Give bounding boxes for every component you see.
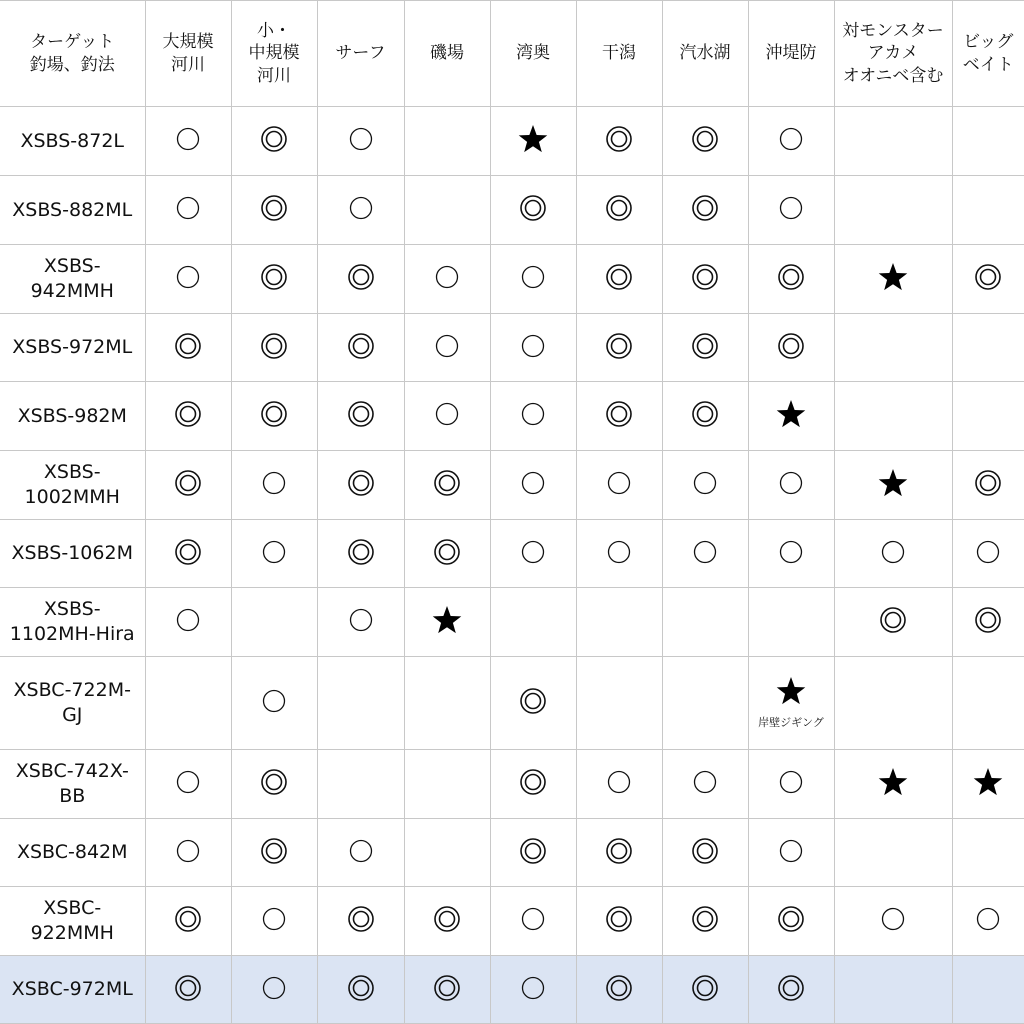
good-circle-icon bbox=[259, 468, 289, 498]
excellent-double-circle-icon bbox=[173, 537, 203, 567]
excellent-double-circle-icon bbox=[346, 399, 376, 429]
rating-cell bbox=[490, 520, 576, 588]
header-column-2: 小・ 中規模 河川 bbox=[231, 1, 317, 107]
excellent-double-circle-icon bbox=[259, 836, 289, 866]
good-circle-icon bbox=[518, 537, 548, 567]
rating-cell bbox=[231, 750, 317, 819]
rating-cell bbox=[317, 382, 404, 451]
excellent-double-circle-icon bbox=[690, 193, 720, 223]
good-circle-icon bbox=[776, 124, 806, 154]
excellent-double-circle-icon bbox=[776, 973, 806, 1003]
good-circle-icon bbox=[518, 262, 548, 292]
model-name: XSBS- 1002MMH bbox=[0, 451, 145, 520]
excellent-double-circle-icon bbox=[604, 973, 634, 1003]
best-star-icon bbox=[776, 676, 806, 706]
rating-cell bbox=[748, 451, 834, 520]
rating-cell bbox=[576, 245, 662, 314]
rating-cell bbox=[404, 107, 490, 176]
excellent-double-circle-icon bbox=[518, 686, 548, 716]
good-circle-icon bbox=[518, 331, 548, 361]
excellent-double-circle-icon bbox=[432, 468, 462, 498]
rating-cell bbox=[662, 245, 748, 314]
good-circle-icon bbox=[776, 537, 806, 567]
good-circle-icon bbox=[432, 262, 462, 292]
rating-cell bbox=[662, 176, 748, 245]
excellent-double-circle-icon bbox=[604, 836, 634, 866]
good-circle-icon bbox=[346, 193, 376, 223]
rating-cell bbox=[952, 520, 1024, 588]
excellent-double-circle-icon bbox=[173, 904, 203, 934]
good-circle-icon bbox=[259, 686, 289, 716]
excellent-double-circle-icon bbox=[259, 399, 289, 429]
rating-cell bbox=[834, 750, 952, 819]
rating-cell bbox=[490, 245, 576, 314]
good-circle-icon bbox=[518, 399, 548, 429]
rating-cell bbox=[576, 819, 662, 887]
excellent-double-circle-icon bbox=[346, 331, 376, 361]
good-circle-icon bbox=[973, 537, 1003, 567]
good-circle-icon bbox=[690, 468, 720, 498]
rating-cell bbox=[748, 819, 834, 887]
model-name: XSBC-722M- GJ bbox=[0, 657, 145, 750]
rating-cell bbox=[145, 451, 231, 520]
rating-cell bbox=[576, 657, 662, 750]
rating-cell bbox=[490, 956, 576, 1024]
good-circle-icon bbox=[518, 904, 548, 934]
good-circle-icon bbox=[690, 767, 720, 797]
rating-cell bbox=[404, 245, 490, 314]
rating-cell bbox=[145, 176, 231, 245]
excellent-double-circle-icon bbox=[259, 262, 289, 292]
rating-cell bbox=[834, 588, 952, 657]
good-circle-icon bbox=[173, 605, 203, 635]
excellent-double-circle-icon bbox=[690, 904, 720, 934]
rating-cell bbox=[662, 382, 748, 451]
excellent-double-circle-icon bbox=[518, 193, 548, 223]
rating-cell bbox=[662, 819, 748, 887]
rating-cell bbox=[952, 107, 1024, 176]
table-row bbox=[0, 245, 1024, 314]
rating-cell bbox=[748, 245, 834, 314]
rating-cell bbox=[231, 382, 317, 451]
excellent-double-circle-icon bbox=[878, 605, 908, 635]
rating-cell bbox=[576, 314, 662, 382]
rating-cell bbox=[404, 887, 490, 956]
rating-cell bbox=[490, 657, 576, 750]
rating-cell bbox=[576, 382, 662, 451]
excellent-double-circle-icon bbox=[346, 904, 376, 934]
rating-cell bbox=[834, 382, 952, 451]
model-name: XSBS-1062M bbox=[0, 520, 145, 588]
model-name: XSBC-742X- BB bbox=[0, 750, 145, 819]
header-column-3: サーフ bbox=[317, 1, 404, 107]
header-column-6: 干潟 bbox=[576, 1, 662, 107]
rating-cell bbox=[748, 588, 834, 657]
excellent-double-circle-icon bbox=[259, 767, 289, 797]
rating-cell bbox=[834, 107, 952, 176]
rating-cell bbox=[952, 451, 1024, 520]
rating-cell bbox=[662, 451, 748, 520]
rating-cell bbox=[576, 451, 662, 520]
excellent-double-circle-icon bbox=[518, 767, 548, 797]
good-circle-icon bbox=[346, 836, 376, 866]
excellent-double-circle-icon bbox=[432, 904, 462, 934]
rating-cell bbox=[404, 657, 490, 750]
model-name: XSBS-872L bbox=[0, 107, 145, 176]
rating-cell bbox=[952, 245, 1024, 314]
rating-cell bbox=[317, 887, 404, 956]
rating-cell bbox=[662, 956, 748, 1024]
excellent-double-circle-icon bbox=[432, 973, 462, 1003]
rating-cell bbox=[576, 588, 662, 657]
header-target-label: ターゲット 釣場、釣法 bbox=[0, 1, 145, 107]
excellent-double-circle-icon bbox=[690, 973, 720, 1003]
rating-cell bbox=[231, 451, 317, 520]
rating-cell bbox=[145, 107, 231, 176]
rating-cell bbox=[317, 314, 404, 382]
table-row bbox=[0, 382, 1024, 451]
rating-cell bbox=[834, 819, 952, 887]
model-name: XSBC-972ML bbox=[0, 956, 145, 1024]
rating-cell bbox=[662, 520, 748, 588]
header-column-1: 大規模 河川 bbox=[145, 1, 231, 107]
excellent-double-circle-icon bbox=[259, 193, 289, 223]
rating-cell bbox=[231, 956, 317, 1024]
rating-cell bbox=[317, 245, 404, 314]
rating-cell bbox=[662, 314, 748, 382]
header-column-10: ビッグ ベイト bbox=[952, 1, 1024, 107]
rating-cell bbox=[404, 176, 490, 245]
rating-cell bbox=[231, 245, 317, 314]
rating-cell bbox=[404, 314, 490, 382]
rating-cell bbox=[404, 956, 490, 1024]
rating-cell bbox=[490, 588, 576, 657]
rating-cell bbox=[748, 887, 834, 956]
rating-cell bbox=[952, 750, 1024, 819]
rating-cell bbox=[317, 588, 404, 657]
table-row bbox=[0, 887, 1024, 956]
rating-cell bbox=[576, 887, 662, 956]
excellent-double-circle-icon bbox=[173, 331, 203, 361]
rating-cell bbox=[952, 176, 1024, 245]
good-circle-icon bbox=[259, 904, 289, 934]
rating-cell bbox=[490, 176, 576, 245]
excellent-double-circle-icon bbox=[604, 904, 634, 934]
good-circle-icon bbox=[518, 468, 548, 498]
rating-cell bbox=[952, 314, 1024, 382]
good-circle-icon bbox=[173, 124, 203, 154]
good-circle-icon bbox=[604, 767, 634, 797]
rating-cell bbox=[952, 819, 1024, 887]
rating-cell bbox=[748, 382, 834, 451]
rating-cell bbox=[317, 750, 404, 819]
rating-cell bbox=[576, 107, 662, 176]
rating-cell bbox=[317, 657, 404, 750]
rating-cell bbox=[317, 520, 404, 588]
rating-cell bbox=[834, 245, 952, 314]
header-column-8: 沖堤防 bbox=[748, 1, 834, 107]
excellent-double-circle-icon bbox=[432, 537, 462, 567]
rating-cell bbox=[952, 956, 1024, 1024]
rating-cell bbox=[490, 451, 576, 520]
good-circle-icon bbox=[173, 836, 203, 866]
table-row bbox=[0, 451, 1024, 520]
model-name: XSBC-842M bbox=[0, 819, 145, 887]
excellent-double-circle-icon bbox=[518, 836, 548, 866]
rating-cell bbox=[576, 956, 662, 1024]
excellent-double-circle-icon bbox=[604, 331, 634, 361]
rating-cell bbox=[145, 245, 231, 314]
rating-cell bbox=[748, 750, 834, 819]
rating-cell bbox=[834, 887, 952, 956]
rating-cell bbox=[490, 819, 576, 887]
good-circle-icon bbox=[878, 537, 908, 567]
table-body bbox=[0, 107, 1024, 1024]
rating-cell bbox=[317, 956, 404, 1024]
good-circle-icon bbox=[432, 399, 462, 429]
table-row bbox=[0, 657, 1024, 750]
rating-cell bbox=[576, 520, 662, 588]
header-column-7: 汽水湖 bbox=[662, 1, 748, 107]
model-name: XSBS-982M bbox=[0, 382, 145, 451]
excellent-double-circle-icon bbox=[604, 399, 634, 429]
rating-cell bbox=[952, 382, 1024, 451]
rating-cell bbox=[490, 887, 576, 956]
rating-cell bbox=[145, 819, 231, 887]
cell-note: 岸壁ジギング bbox=[758, 716, 824, 729]
excellent-double-circle-icon bbox=[690, 331, 720, 361]
rating-cell bbox=[834, 451, 952, 520]
good-circle-icon bbox=[259, 973, 289, 1003]
excellent-double-circle-icon bbox=[346, 537, 376, 567]
rating-cell bbox=[576, 176, 662, 245]
rating-cell bbox=[404, 520, 490, 588]
excellent-double-circle-icon bbox=[690, 836, 720, 866]
header-column-5: 湾奥 bbox=[490, 1, 576, 107]
rating-cell bbox=[145, 588, 231, 657]
rating-cell bbox=[404, 750, 490, 819]
rating-cell bbox=[748, 314, 834, 382]
rating-cell bbox=[490, 750, 576, 819]
rating-cell bbox=[231, 520, 317, 588]
good-circle-icon bbox=[878, 904, 908, 934]
rating-cell bbox=[317, 107, 404, 176]
rating-cell bbox=[662, 588, 748, 657]
rating-cell bbox=[834, 956, 952, 1024]
rating-cell bbox=[317, 451, 404, 520]
good-circle-icon bbox=[173, 193, 203, 223]
rating-cell bbox=[145, 382, 231, 451]
excellent-double-circle-icon bbox=[973, 468, 1003, 498]
rating-cell bbox=[748, 956, 834, 1024]
good-circle-icon bbox=[259, 537, 289, 567]
best-star-icon bbox=[518, 124, 548, 154]
excellent-double-circle-icon bbox=[346, 973, 376, 1003]
excellent-double-circle-icon bbox=[346, 262, 376, 292]
model-name: XSBS-972ML bbox=[0, 314, 145, 382]
excellent-double-circle-icon bbox=[776, 262, 806, 292]
excellent-double-circle-icon bbox=[690, 262, 720, 292]
excellent-double-circle-icon bbox=[690, 124, 720, 154]
rating-cell bbox=[231, 887, 317, 956]
table-row bbox=[0, 956, 1024, 1024]
model-name: XSBS-882ML bbox=[0, 176, 145, 245]
rating-cell bbox=[490, 314, 576, 382]
excellent-double-circle-icon bbox=[604, 262, 634, 292]
good-circle-icon bbox=[776, 193, 806, 223]
header-column-4: 磯場 bbox=[404, 1, 490, 107]
excellent-double-circle-icon bbox=[604, 193, 634, 223]
header-row bbox=[0, 1, 1024, 107]
table-row bbox=[0, 819, 1024, 887]
rating-cell bbox=[834, 314, 952, 382]
header-column-9: 対モンスター アカメ オオニベ含む bbox=[834, 1, 952, 107]
rating-cell bbox=[231, 657, 317, 750]
best-star-icon bbox=[878, 468, 908, 498]
good-circle-icon bbox=[518, 973, 548, 1003]
rating-cell bbox=[662, 750, 748, 819]
rating-cell bbox=[662, 657, 748, 750]
rating-cell bbox=[662, 887, 748, 956]
good-circle-icon bbox=[346, 605, 376, 635]
rating-cell bbox=[952, 588, 1024, 657]
rating-cell bbox=[404, 382, 490, 451]
rating-cell bbox=[748, 657, 834, 750]
good-circle-icon bbox=[173, 262, 203, 292]
rating-cell bbox=[748, 520, 834, 588]
rating-cell bbox=[145, 887, 231, 956]
excellent-double-circle-icon bbox=[259, 124, 289, 154]
best-star-icon bbox=[432, 605, 462, 635]
rating-cell bbox=[834, 176, 952, 245]
rating-cell bbox=[145, 657, 231, 750]
model-name: XSBC- 922MMH bbox=[0, 887, 145, 956]
best-star-icon bbox=[973, 767, 1003, 797]
good-circle-icon bbox=[776, 468, 806, 498]
best-star-icon bbox=[878, 767, 908, 797]
table-row bbox=[0, 520, 1024, 588]
rating-cell bbox=[576, 750, 662, 819]
rating-cell bbox=[317, 819, 404, 887]
rating-cell bbox=[145, 314, 231, 382]
table-row bbox=[0, 176, 1024, 245]
excellent-double-circle-icon bbox=[973, 262, 1003, 292]
excellent-double-circle-icon bbox=[604, 124, 634, 154]
rating-cell bbox=[952, 887, 1024, 956]
model-name: XSBS- 1102MH-Hira bbox=[0, 588, 145, 657]
table-row bbox=[0, 107, 1024, 176]
rating-cell bbox=[748, 176, 834, 245]
rating-cell bbox=[404, 819, 490, 887]
rating-cell bbox=[231, 588, 317, 657]
rating-cell bbox=[662, 107, 748, 176]
rating-cell bbox=[145, 750, 231, 819]
excellent-double-circle-icon bbox=[173, 399, 203, 429]
rating-cell bbox=[490, 382, 576, 451]
rating-cell bbox=[404, 588, 490, 657]
good-circle-icon bbox=[346, 124, 376, 154]
good-circle-icon bbox=[776, 836, 806, 866]
rating-cell bbox=[404, 451, 490, 520]
best-star-icon bbox=[878, 262, 908, 292]
good-circle-icon bbox=[432, 331, 462, 361]
excellent-double-circle-icon bbox=[173, 973, 203, 1003]
good-circle-icon bbox=[690, 537, 720, 567]
good-circle-icon bbox=[173, 767, 203, 797]
good-circle-icon bbox=[604, 468, 634, 498]
rating-cell bbox=[748, 107, 834, 176]
rating-cell bbox=[490, 107, 576, 176]
table-row bbox=[0, 750, 1024, 819]
rating-cell bbox=[952, 657, 1024, 750]
excellent-double-circle-icon bbox=[776, 331, 806, 361]
rating-cell bbox=[834, 657, 952, 750]
rating-cell bbox=[834, 520, 952, 588]
excellent-double-circle-icon bbox=[690, 399, 720, 429]
table-row bbox=[0, 314, 1024, 382]
excellent-double-circle-icon bbox=[973, 605, 1003, 635]
best-star-icon bbox=[776, 399, 806, 429]
excellent-double-circle-icon bbox=[346, 468, 376, 498]
excellent-double-circle-icon bbox=[776, 904, 806, 934]
rating-cell bbox=[231, 176, 317, 245]
model-name: XSBS- 942MMH bbox=[0, 245, 145, 314]
rating-cell bbox=[231, 107, 317, 176]
good-circle-icon bbox=[973, 904, 1003, 934]
table-row bbox=[0, 588, 1024, 657]
rating-cell bbox=[231, 314, 317, 382]
good-circle-icon bbox=[776, 767, 806, 797]
rating-cell bbox=[231, 819, 317, 887]
excellent-double-circle-icon bbox=[173, 468, 203, 498]
rating-cell bbox=[145, 520, 231, 588]
good-circle-icon bbox=[604, 537, 634, 567]
excellent-double-circle-icon bbox=[259, 331, 289, 361]
rating-cell bbox=[145, 956, 231, 1024]
rating-cell bbox=[317, 176, 404, 245]
